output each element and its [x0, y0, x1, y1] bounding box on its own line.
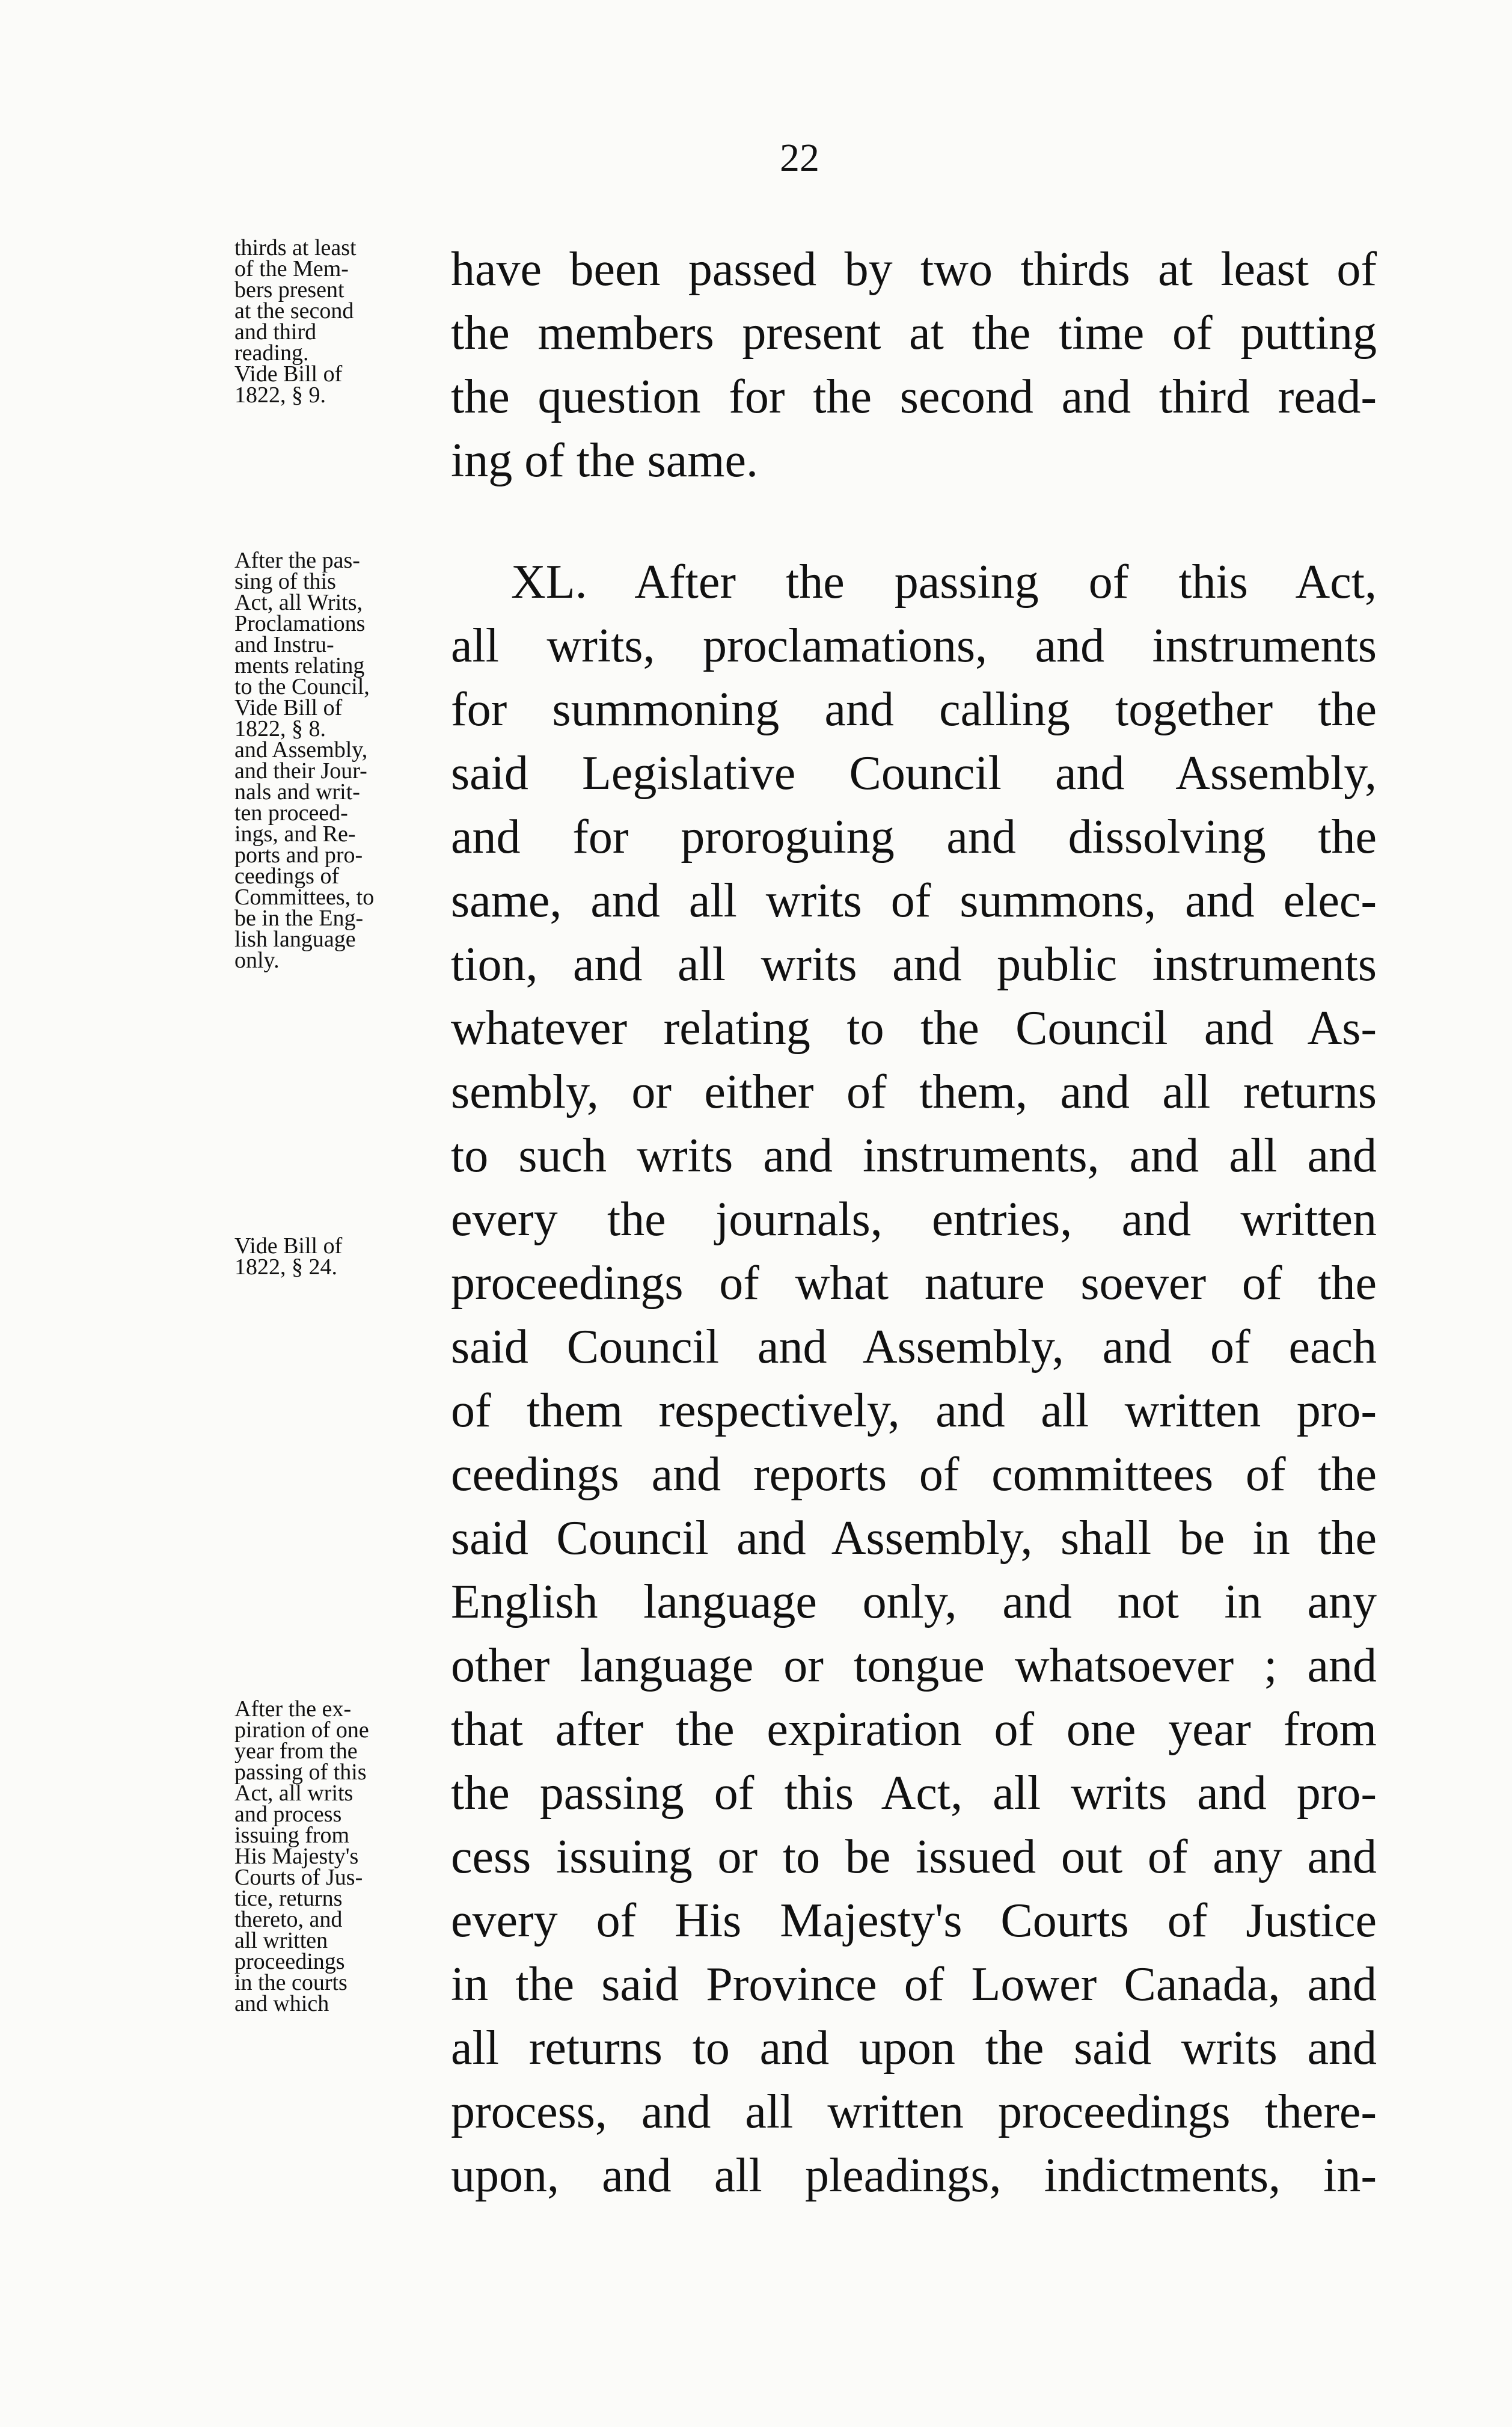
margin-line: of the Mem-: [234, 256, 349, 281]
text-line: for summoning and calling together the: [451, 683, 1377, 736]
margin-line: Committees, to: [234, 885, 375, 910]
text-line: the passing of this Act, all writs and pro-: [451, 1767, 1377, 1820]
margin-line: ten proceed-: [234, 800, 348, 826]
margin-line: and third: [234, 319, 317, 345]
page-number: 22: [780, 136, 819, 180]
text-line: tion, and all writs and public instruments: [451, 938, 1377, 991]
margin-line: Proclamations: [234, 611, 366, 636]
margin-line: and which: [234, 1991, 329, 2016]
text-line: to such writs and instruments, and all and: [451, 1129, 1377, 1182]
margin-line: and process: [234, 1802, 342, 1827]
text-line: all returns to and upon the said writs and: [451, 2022, 1377, 2075]
text-line: upon, and all pleadings, indictments, in-: [451, 2149, 1377, 2202]
margin-line: ceedings of: [234, 864, 340, 889]
margin-line: Act, all writs: [234, 1781, 354, 1806]
margin-note: [234, 235, 445, 408]
margin-line: thereto, and: [234, 1907, 343, 1932]
margin-line: only.: [234, 948, 280, 973]
margin-line: to the Council,: [234, 674, 370, 699]
margin-line: piration of one: [234, 1717, 369, 1743]
text-line: every the journals, entries, and written: [451, 1193, 1377, 1246]
margin-line: Vide Bill of: [234, 695, 343, 720]
text-line: sembly, or either of them, and all returns: [451, 1066, 1377, 1118]
text-line: ing of the same.: [451, 434, 758, 487]
text-line: that after the expiration of one year from: [451, 1703, 1377, 1756]
text-line: ceedings and reports of committees of the: [451, 1448, 1377, 1501]
text-line: whatever relating to the Council and As-: [451, 1002, 1377, 1055]
margin-line: proceedings: [234, 1949, 345, 1974]
margin-line: sing of this: [234, 569, 336, 594]
text-line: English language only, and not in any: [451, 1576, 1377, 1628]
margin-line: thirds at least: [234, 235, 357, 260]
text-line: have been passed by two thirds at least of: [451, 243, 1377, 296]
text-line: all writs, proclamations, and instruments: [451, 619, 1377, 672]
margin-line: After the ex-: [234, 1696, 352, 1722]
margin-line: Vide Bill of: [234, 1233, 343, 1259]
margin-note: [234, 1696, 445, 2016]
margin-line: nals and writ-: [234, 779, 360, 805]
margin-line: all written: [234, 1928, 328, 1953]
margin-line: be in the Eng-: [234, 906, 364, 931]
margin-line: 1822, § 9.: [234, 382, 326, 408]
text-line: other language or tongue whatsoever ; and: [451, 1639, 1377, 1692]
margin-line: After the pas-: [234, 548, 360, 573]
margin-line: 1822, § 24.: [234, 1254, 337, 1280]
text-line: every of His Majesty's Courts of Justice: [451, 1894, 1377, 1947]
margin-line: reading.: [234, 340, 309, 366]
text-line: of them respectively, and all written pro-: [451, 1384, 1377, 1437]
text-line: XL. After the passing of this Act,: [511, 556, 1377, 609]
text-line: the question for the second and third read-: [451, 370, 1377, 423]
margin-line: 1822, § 8.: [234, 716, 326, 741]
margin-line: year from the: [234, 1738, 358, 1764]
margin-line: ings, and Re-: [234, 821, 356, 847]
margin-line: ments relating: [234, 653, 365, 678]
margin-line: at the second: [234, 298, 354, 324]
margin-line: bers present: [234, 277, 344, 302]
text-line: said Council and Assembly, and of each: [451, 1321, 1377, 1373]
margin-note: [234, 550, 445, 971]
text-line: proceedings of what nature soever of the: [451, 1257, 1377, 1310]
body-text: [451, 238, 1377, 492]
margin-line: and their Jour-: [234, 758, 367, 784]
text-line: process, and all written proceedings there-: [451, 2085, 1377, 2138]
text-line: same, and all writs of summons, and elec-: [451, 874, 1377, 927]
margin-line: Vide Bill of: [234, 361, 343, 387]
text-line: said Legislative Council and Assembly,: [451, 747, 1377, 800]
margin-line: ports and pro-: [234, 842, 363, 868]
margin-line: and Assembly,: [234, 737, 368, 762]
margin-line: tice, returns: [234, 1886, 343, 1911]
text-line: said Council and Assembly, shall be in the: [451, 1512, 1377, 1565]
body-text: [451, 550, 1377, 1698]
margin-line: passing of this: [234, 1760, 367, 1785]
text-line: in the said Province of Lower Canada, and: [451, 1958, 1377, 2011]
margin-line: Courts of Jus-: [234, 1865, 363, 1890]
text-line: the members present at the time of putting: [451, 307, 1377, 360]
margin-note-vide: [234, 1233, 445, 1280]
margin-line: in the courts: [234, 1970, 347, 1995]
margin-line: issuing from: [234, 1823, 350, 1848]
margin-line: lish language: [234, 927, 356, 952]
body-text: [451, 1698, 1377, 2208]
text-line: cess issuing or to be issued out of any and: [451, 1830, 1377, 1883]
margin-line: Act, all Writs,: [234, 590, 363, 615]
text-line: and for proroguing and dissolving the: [451, 811, 1377, 864]
margin-line: and Instru-: [234, 632, 334, 657]
margin-line: His Majesty's: [234, 1844, 359, 1869]
